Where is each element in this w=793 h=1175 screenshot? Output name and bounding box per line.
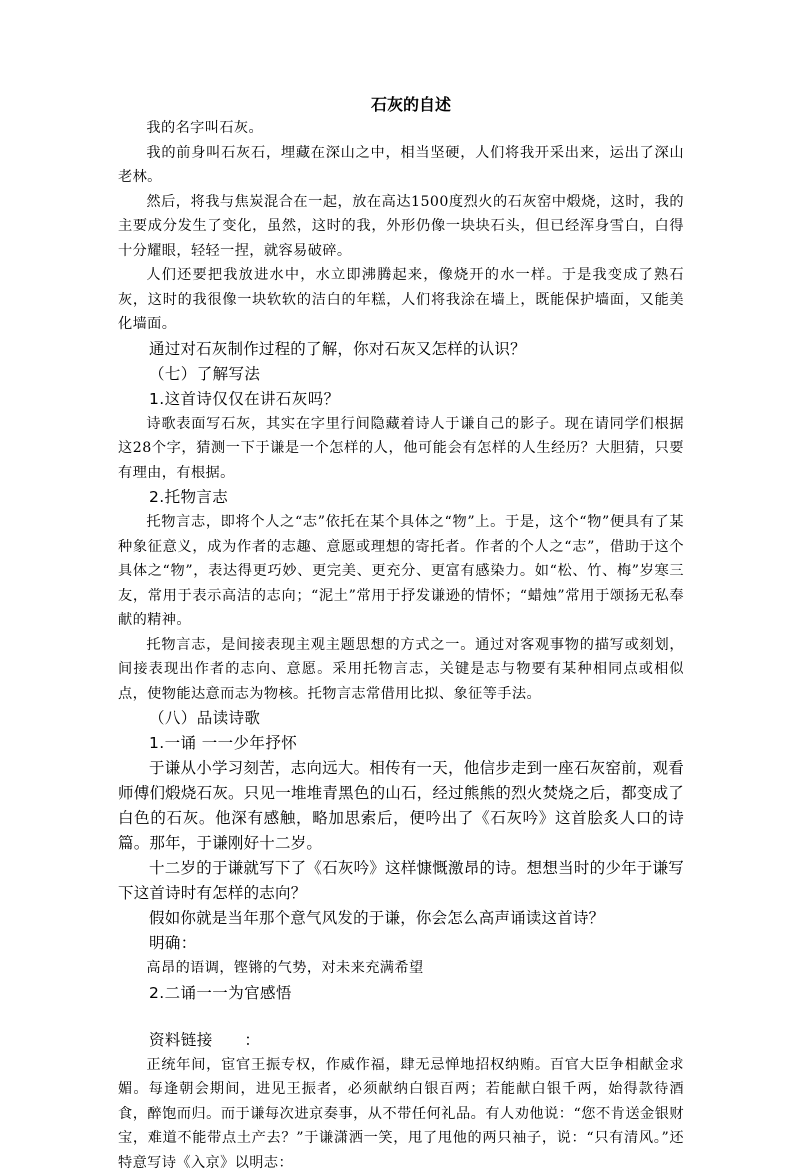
paragraph: 我的前身叫石灰石，埋藏在深山之中，相当坚硬，人们将我开采出来，运出了深山老林。 <box>118 141 684 190</box>
paragraph: 于谦从小学习刻苦，志向远大。相传有一天，他信步走到一座石灰窑前，观看师傅们煅烧石灰。只见一堆堆青黑色的山石，经过熊熊的烈火焚烧之后，都变成了白色的石灰。他深有感触，略加思索后，便吟出了《石灰吟》这首脍炙人口的诗篇。那年，于谦刚好十二岁。 <box>118 756 684 856</box>
paragraph: 正统年间，宦官王振专权，作威作福，肆无忌惮地招权纳贿。百官大臣争相献金求媚。每逢朝会期间，进见王振者，必须献纳白银百两；若能献白银千两，始得款待酒食，醉饱而归。而于谦每次进京奏事，从不带任何礼品。有人劝他说：“您不肯送金银财宝，难道不能带点土产去？”于谦潇洒一笑，甩了甩他的两只袖子，说：“只有清风。”还特意写诗《入京》以明志： <box>118 1053 684 1175</box>
section-heading: （八）品读诗歌 <box>118 706 684 731</box>
paragraph: 假如你就是当年那个意气风发的于谦，你会怎么高声诵读这首诗？ <box>118 906 684 931</box>
section-heading: 2.托物言志 <box>118 485 684 510</box>
paragraph: 诗歌表面写石灰，其实在字里行间隐藏着诗人于谦自己的影子。现在请同学们根据这28个字，猜测一下于谦是一个怎样的人，他可能会有怎样的人生经历？大胆猜，只要有理由，有根据。 <box>118 412 684 486</box>
section-heading: 2.二诵一一为官感悟 <box>118 981 684 1006</box>
paragraph: 托物言志，是间接表现主观主题思想的方式之一。通过对客观事物的描写或刻划，间接表现出作者的志向、意愿。采用托物言志，关键是志与物要有某种相同点或相似点，使物能达意而志为物核。托物言志常借用比拟、象征等手法。 <box>118 633 684 707</box>
paragraph: 高昂的语调，铿锵的气势，对未来充满希望 <box>118 956 684 981</box>
paragraph: 托物言志，即将个人之“志”依托在某个具体之“物”上。于是，这个“物”便具有了某种象征意义，成为作者的志趣、意愿或理想的寄托者。作者的个人之“志”，借助于这个具体之“物”，表达得更巧妙、更完美、更充分、更富有感染力。如“松、竹、梅”岁寒三友，常用于表示高洁的志向；“泥土”常用于抒发谦逊的情怀；“蜡烛”常用于颂扬无私奉献的精神。 <box>118 510 684 633</box>
section-heading: 资料链接 ： <box>118 1028 684 1053</box>
paragraph: 十二岁的于谦就写下了《石灰吟》这样慷慨激昂的诗。想想当时的少年于谦写下这首诗时有怎样的志向？ <box>118 856 684 906</box>
document-body <box>118 94 684 1175</box>
paragraph: 我的名字叫石灰。 <box>118 116 684 141</box>
section-heading: 明确： <box>118 931 684 956</box>
section-heading: 1.这首诗仅仅在讲石灰吗？ <box>118 387 684 412</box>
paragraph: 人们还要把我放进水中，水立即沸腾起来，像烧开的水一样。于是我变成了熟石灰，这时的我很像一块软软的洁白的年糕，人们将我涂在墙上，既能保护墙面，又能美化墙面。 <box>118 263 684 337</box>
paragraph: 然后，将我与焦炭混合在一起，放在高达1500度烈火的石灰窑中煅烧，这时，我的主要成分发生了变化，虽然，这时的我，外形仍像一块块石头，但已经浑身雪白，白得十分耀眼，轻轻一捏，就容易破碎。 <box>118 190 684 264</box>
paragraph: 通过对石灰制作过程的了解，你对石灰又怎样的认识？ <box>118 337 684 362</box>
paragraph-gap <box>118 1006 684 1028</box>
page-title: 石灰的自述 <box>138 94 684 116</box>
section-heading: （七）了解写法 <box>118 362 684 387</box>
section-heading: 1.一诵 一一少年抒怀 <box>118 731 684 756</box>
